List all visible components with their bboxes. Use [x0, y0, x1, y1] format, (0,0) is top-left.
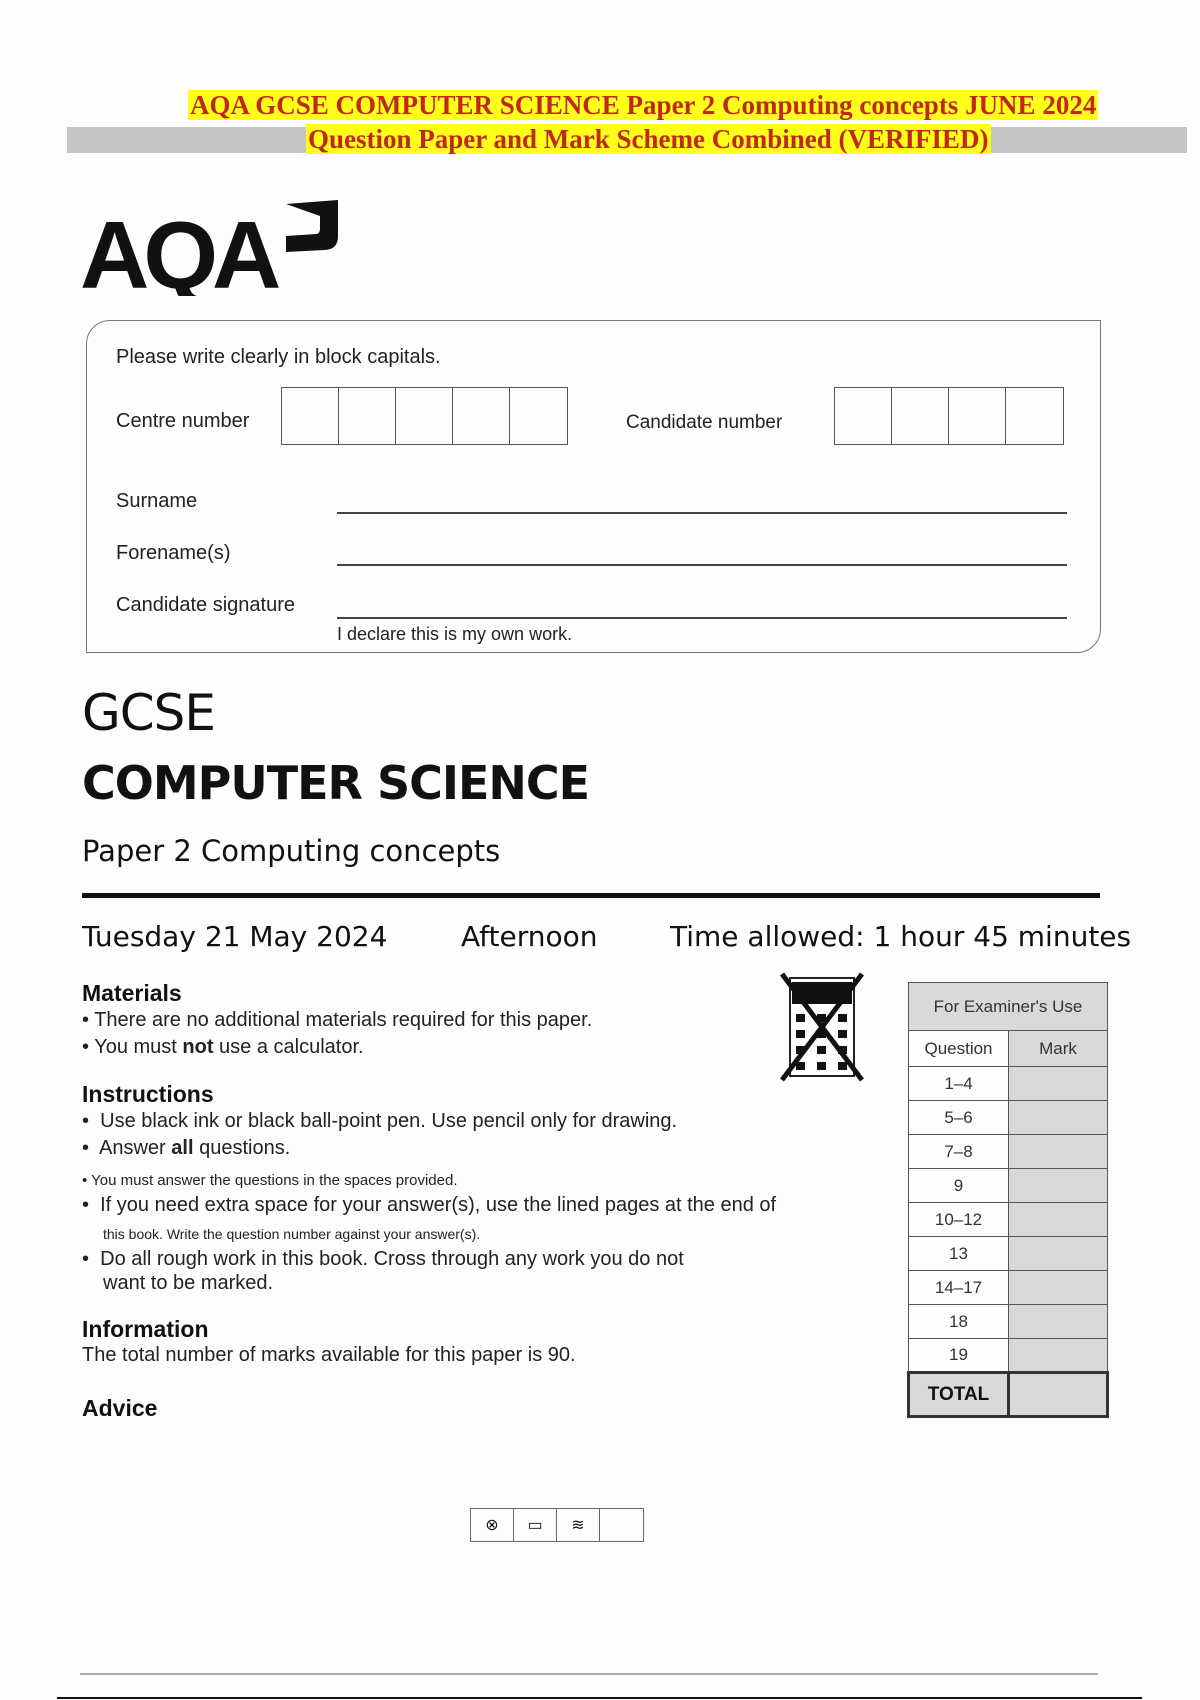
- banner-line-1: [188, 90, 1098, 121]
- no-calculator-icon: [780, 972, 864, 1087]
- table-row: [909, 1271, 1108, 1305]
- text: You must: [94, 1036, 183, 1058]
- question-range: 19: [909, 1339, 1009, 1373]
- mark-cell[interactable]: [1009, 1135, 1108, 1169]
- examiner-use-table: [907, 982, 1109, 1418]
- col-question: Question: [909, 1031, 1009, 1067]
- materials-bullet-2: • You must not use a calculator.: [82, 1036, 364, 1058]
- materials-heading: Materials: [82, 980, 182, 1006]
- instruction-4: • If you need extra space for your answer(s), use the lined pages at the end of: [82, 1194, 777, 1216]
- instruction-4-cont: this book. Write the question number against your answer(s).: [103, 1226, 481, 1242]
- instruction-1: • Use black ink or black ball-point pen. Use pencil only for drawing.: [82, 1110, 678, 1132]
- barcode-icons: [470, 1508, 644, 1542]
- aqa-logo: [80, 196, 350, 301]
- centre-number-label: Centre number: [116, 410, 250, 432]
- qualification-level: GCSE: [82, 684, 215, 742]
- blank-cell: [600, 1509, 643, 1541]
- mark-cell[interactable]: [1009, 1305, 1108, 1339]
- no-pen-icon: ⊗: [471, 1509, 514, 1541]
- table-row: [909, 1067, 1108, 1101]
- advice-heading: Advice: [82, 1395, 158, 1421]
- surname-field[interactable]: [337, 512, 1067, 514]
- mark-cell[interactable]: [1009, 1237, 1108, 1271]
- text-bold: not: [182, 1036, 214, 1058]
- information-text: The total number of marks available for this paper is 90.: [82, 1344, 576, 1366]
- question-range: 1–4: [909, 1067, 1009, 1101]
- centre-number-input[interactable]: [281, 387, 568, 445]
- question-range: 18: [909, 1305, 1009, 1339]
- table-row: [909, 1169, 1108, 1203]
- table-row: [909, 1237, 1108, 1271]
- text: If you need extra space for your answer(s), use the lined pages at the end of: [100, 1194, 777, 1216]
- svg-text:AQA: AQA: [80, 202, 276, 296]
- total-label: TOTAL: [909, 1373, 1009, 1417]
- surname-label: Surname: [116, 490, 198, 512]
- instruction-3: • You must answer the questions in the spaces provided.: [82, 1172, 458, 1189]
- time-allowed: Time allowed: 1 hour 45 minutes: [670, 920, 1132, 953]
- subject-title: COMPUTER SCIENCE: [82, 756, 590, 810]
- divider: [82, 893, 1100, 898]
- declaration-text: I declare this is my own work.: [337, 624, 573, 644]
- oval-icon: ▭: [514, 1509, 557, 1541]
- table-row: [909, 1339, 1108, 1373]
- banner-line-2: [306, 124, 991, 155]
- turtle-icon: ≋: [557, 1509, 600, 1541]
- information-heading: Information: [82, 1316, 209, 1342]
- mark-cell[interactable]: [1009, 1339, 1108, 1373]
- mark-cell[interactable]: [1009, 1169, 1108, 1203]
- text: You must answer the questions in the spaces provided.: [91, 1172, 458, 1189]
- banner-text-2: Question Paper and Mark Scheme Combined (VERIFIED): [308, 124, 989, 154]
- materials-bullet-1: • There are no additional materials required for this paper.: [82, 1009, 593, 1031]
- forenames-field[interactable]: [337, 564, 1067, 566]
- exam-date: Tuesday 21 May 2024: [82, 920, 388, 953]
- forenames-label: Forename(s): [116, 542, 231, 564]
- table-row: [909, 1101, 1108, 1135]
- text-bold: all: [171, 1137, 194, 1159]
- text: Answer: [99, 1137, 172, 1159]
- total-mark: [1009, 1373, 1108, 1417]
- instruction-2: • Answer all questions.: [82, 1137, 291, 1159]
- question-range: 7–8: [909, 1135, 1009, 1169]
- question-range: 5–6: [909, 1101, 1009, 1135]
- question-range: 14–17: [909, 1271, 1009, 1305]
- signature-field[interactable]: [337, 617, 1067, 619]
- col-mark: Mark: [1009, 1031, 1108, 1067]
- text: questions.: [193, 1137, 291, 1159]
- question-range: 10–12: [909, 1203, 1009, 1237]
- mark-cell[interactable]: [1009, 1271, 1108, 1305]
- table-row: [909, 1305, 1108, 1339]
- question-range: 13: [909, 1237, 1009, 1271]
- paper-title: Paper 2 Computing concepts: [82, 834, 501, 868]
- candidate-number-input[interactable]: [834, 387, 1064, 445]
- text: Use black ink or black ball-point pen. Use pencil only for drawing.: [100, 1110, 678, 1132]
- signature-label: Candidate signature: [116, 594, 296, 616]
- mark-cell[interactable]: [1009, 1203, 1108, 1237]
- question-range: 9: [909, 1169, 1009, 1203]
- table-row: [909, 1203, 1108, 1237]
- instructions-heading: Instructions: [82, 1081, 214, 1107]
- form-instruction: Please write clearly in block capitals.: [116, 346, 441, 368]
- exam-session: Afternoon: [461, 920, 598, 953]
- mark-cell[interactable]: [1009, 1067, 1108, 1101]
- text: use a calculator.: [213, 1036, 364, 1058]
- instruction-5-cont: want to be marked.: [103, 1272, 274, 1294]
- candidate-number-label: Candidate number: [626, 412, 783, 433]
- mark-cell[interactable]: [1009, 1101, 1108, 1135]
- banner-text-1: AQA GCSE COMPUTER SCIENCE Paper 2 Computing concepts JUNE 2024: [190, 90, 1097, 120]
- table-title: For Examiner's Use: [909, 983, 1108, 1031]
- page-edge-line: [57, 1697, 1142, 1699]
- table-row: [909, 1135, 1108, 1169]
- instruction-5: • Do all rough work in this book. Cross through any work you do not: [82, 1248, 684, 1270]
- text: Do all rough work in this book. Cross through any work you do not: [100, 1248, 684, 1270]
- text: There are no additional materials required for this paper.: [94, 1009, 593, 1031]
- footer-line: [80, 1673, 1098, 1675]
